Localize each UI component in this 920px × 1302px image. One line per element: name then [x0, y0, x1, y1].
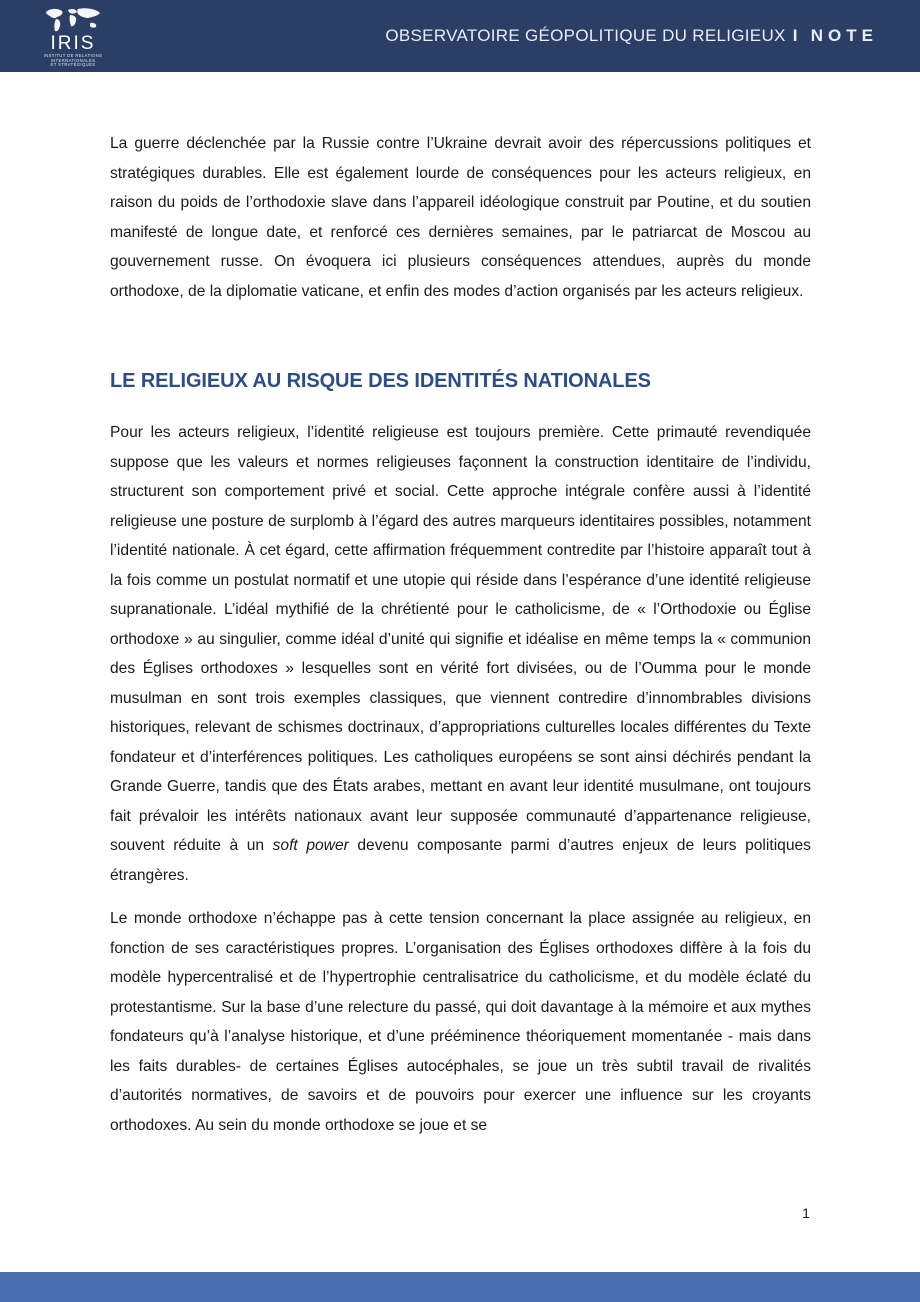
soft-power-term: soft power — [272, 837, 349, 854]
logo-subtitle-line-1: INSTITUT DE RELATIONS — [43, 53, 103, 58]
header-separator: I — [792, 26, 798, 45]
logo-subtitle-line-2: INTERNATIONALES — [50, 57, 96, 63]
body-paragraph-2: Le monde orthodoxe n’échappe pas à cette tension concernant la place assignée au religieux, en fonction de ses caractéristiques propres. L’organisation des Églises orthodoxes diffère à la fois du modèle hypercentralisé et de l’hypertrophie centralisatrice du catholicisme, et du modèle éclaté du protestantisme. Sur la base d’une relecture du passé, qui doit davantage à la mémoire et aux mythes fondateurs qu’à l’analyse historique, et d’une prééminence théoriquement momentanée - mais dans les faits durables- de certaines Églises autocéphales, se joue un très subtil travail de rivalités d’autorités normatives, de savoirs et de pouvoirs pour exercer une influence sur les croyants orthodoxes. Au sein du monde orthodoxe se joue et se — [110, 910, 811, 1134]
observatory-name: OBSERVATOIRE GÉOPOLITIQUE DU RELIGIEUX — [385, 26, 786, 45]
header-title — [385, 26, 878, 46]
logo-name: IRIS — [50, 33, 96, 54]
intro-paragraph: La guerre déclenchée par la Russie contre l’Ukraine devrait avoir des répercussions politiques et stratégiques durables. Elle est également lourde de conséquences pour les acteurs religieux, en raison du poids de l’orthodoxie slave dans l’appareil idéologique construit par Poutine, et du soutien manifesté de longue date, et renforcé ces dernières semaines, par le patriarcat de Moscou au gouvernement russe. On évoquera ici plusieurs conséquences attendues, auprès du monde orthodoxe, de la diplomatie vaticane, et enfin des modes d’action organisés par les acteurs religieux. — [110, 135, 811, 300]
body-paragraph-1 — [110, 418, 811, 890]
iris-logo — [42, 6, 104, 66]
page-number: 1 — [802, 1205, 810, 1221]
body-paragraph-1-text-a: Pour les acteurs religieux, l’identité religieuse est toujours première. Cette primauté revendiquée suppose que les valeurs et normes religieuses façonnent la construction identitaire de l’individu, structurent son comportement privé et social. Cette approche intégrale confère aussi à l’identité religieuse une posture de surplomb à l’égard des autres marqueurs identitaires possibles, notamment l’identité nationale. À cet égard, cette affirmation fréquemment contredite par l’histoire apparaît tout à la fois comme un postulat normatif et une utopie qui réside dans l’espérance d’une identité religieuse supranationale. L’idéal mythifié de la chrétienté pour le catholicisme, de « l’Orthodoxie ou Église orthodoxe » au singulier, comme idéal d’unité qui signifie et idéalise en même temps la « communion des Églises orthodoxes » lesquelles sont en vérité fort divisées, ou de l’Oumma pour le monde musulman en sont trois exemples classiques, que viennent contredire d’innombrables divisions historiques, relevant de schismes doctrinaux, d’appropriations culturelles locales différentes du Texte fondateur et d’interférences politiques. Les catholiques européens se sont ainsi déchirés pendant la Grande Guerre, tandis que des États arabes, mettant en avant leur identité musulmane, ont toujours fait prévaloir les intérêts nationaux avant leur supposée communauté d’appartenance religieuse, souvent réduite à un — [110, 424, 811, 854]
logo-subtitle-line-3: ET STRATÉGIQUES — [50, 62, 96, 67]
document-body — [110, 129, 811, 1140]
page-header — [0, 0, 920, 72]
section-heading: LE RELIGIEUX AU RISQUE DES IDENTITÉS NATIONALES — [110, 370, 651, 392]
document-type: NOTE — [810, 26, 878, 45]
page-footer-bar — [0, 1272, 920, 1302]
body-paragraph-1-text-b: devenu composante parmi d’autres enjeux de leurs politiques étrangères. — [110, 837, 811, 884]
globe-map-icon — [42, 6, 104, 34]
